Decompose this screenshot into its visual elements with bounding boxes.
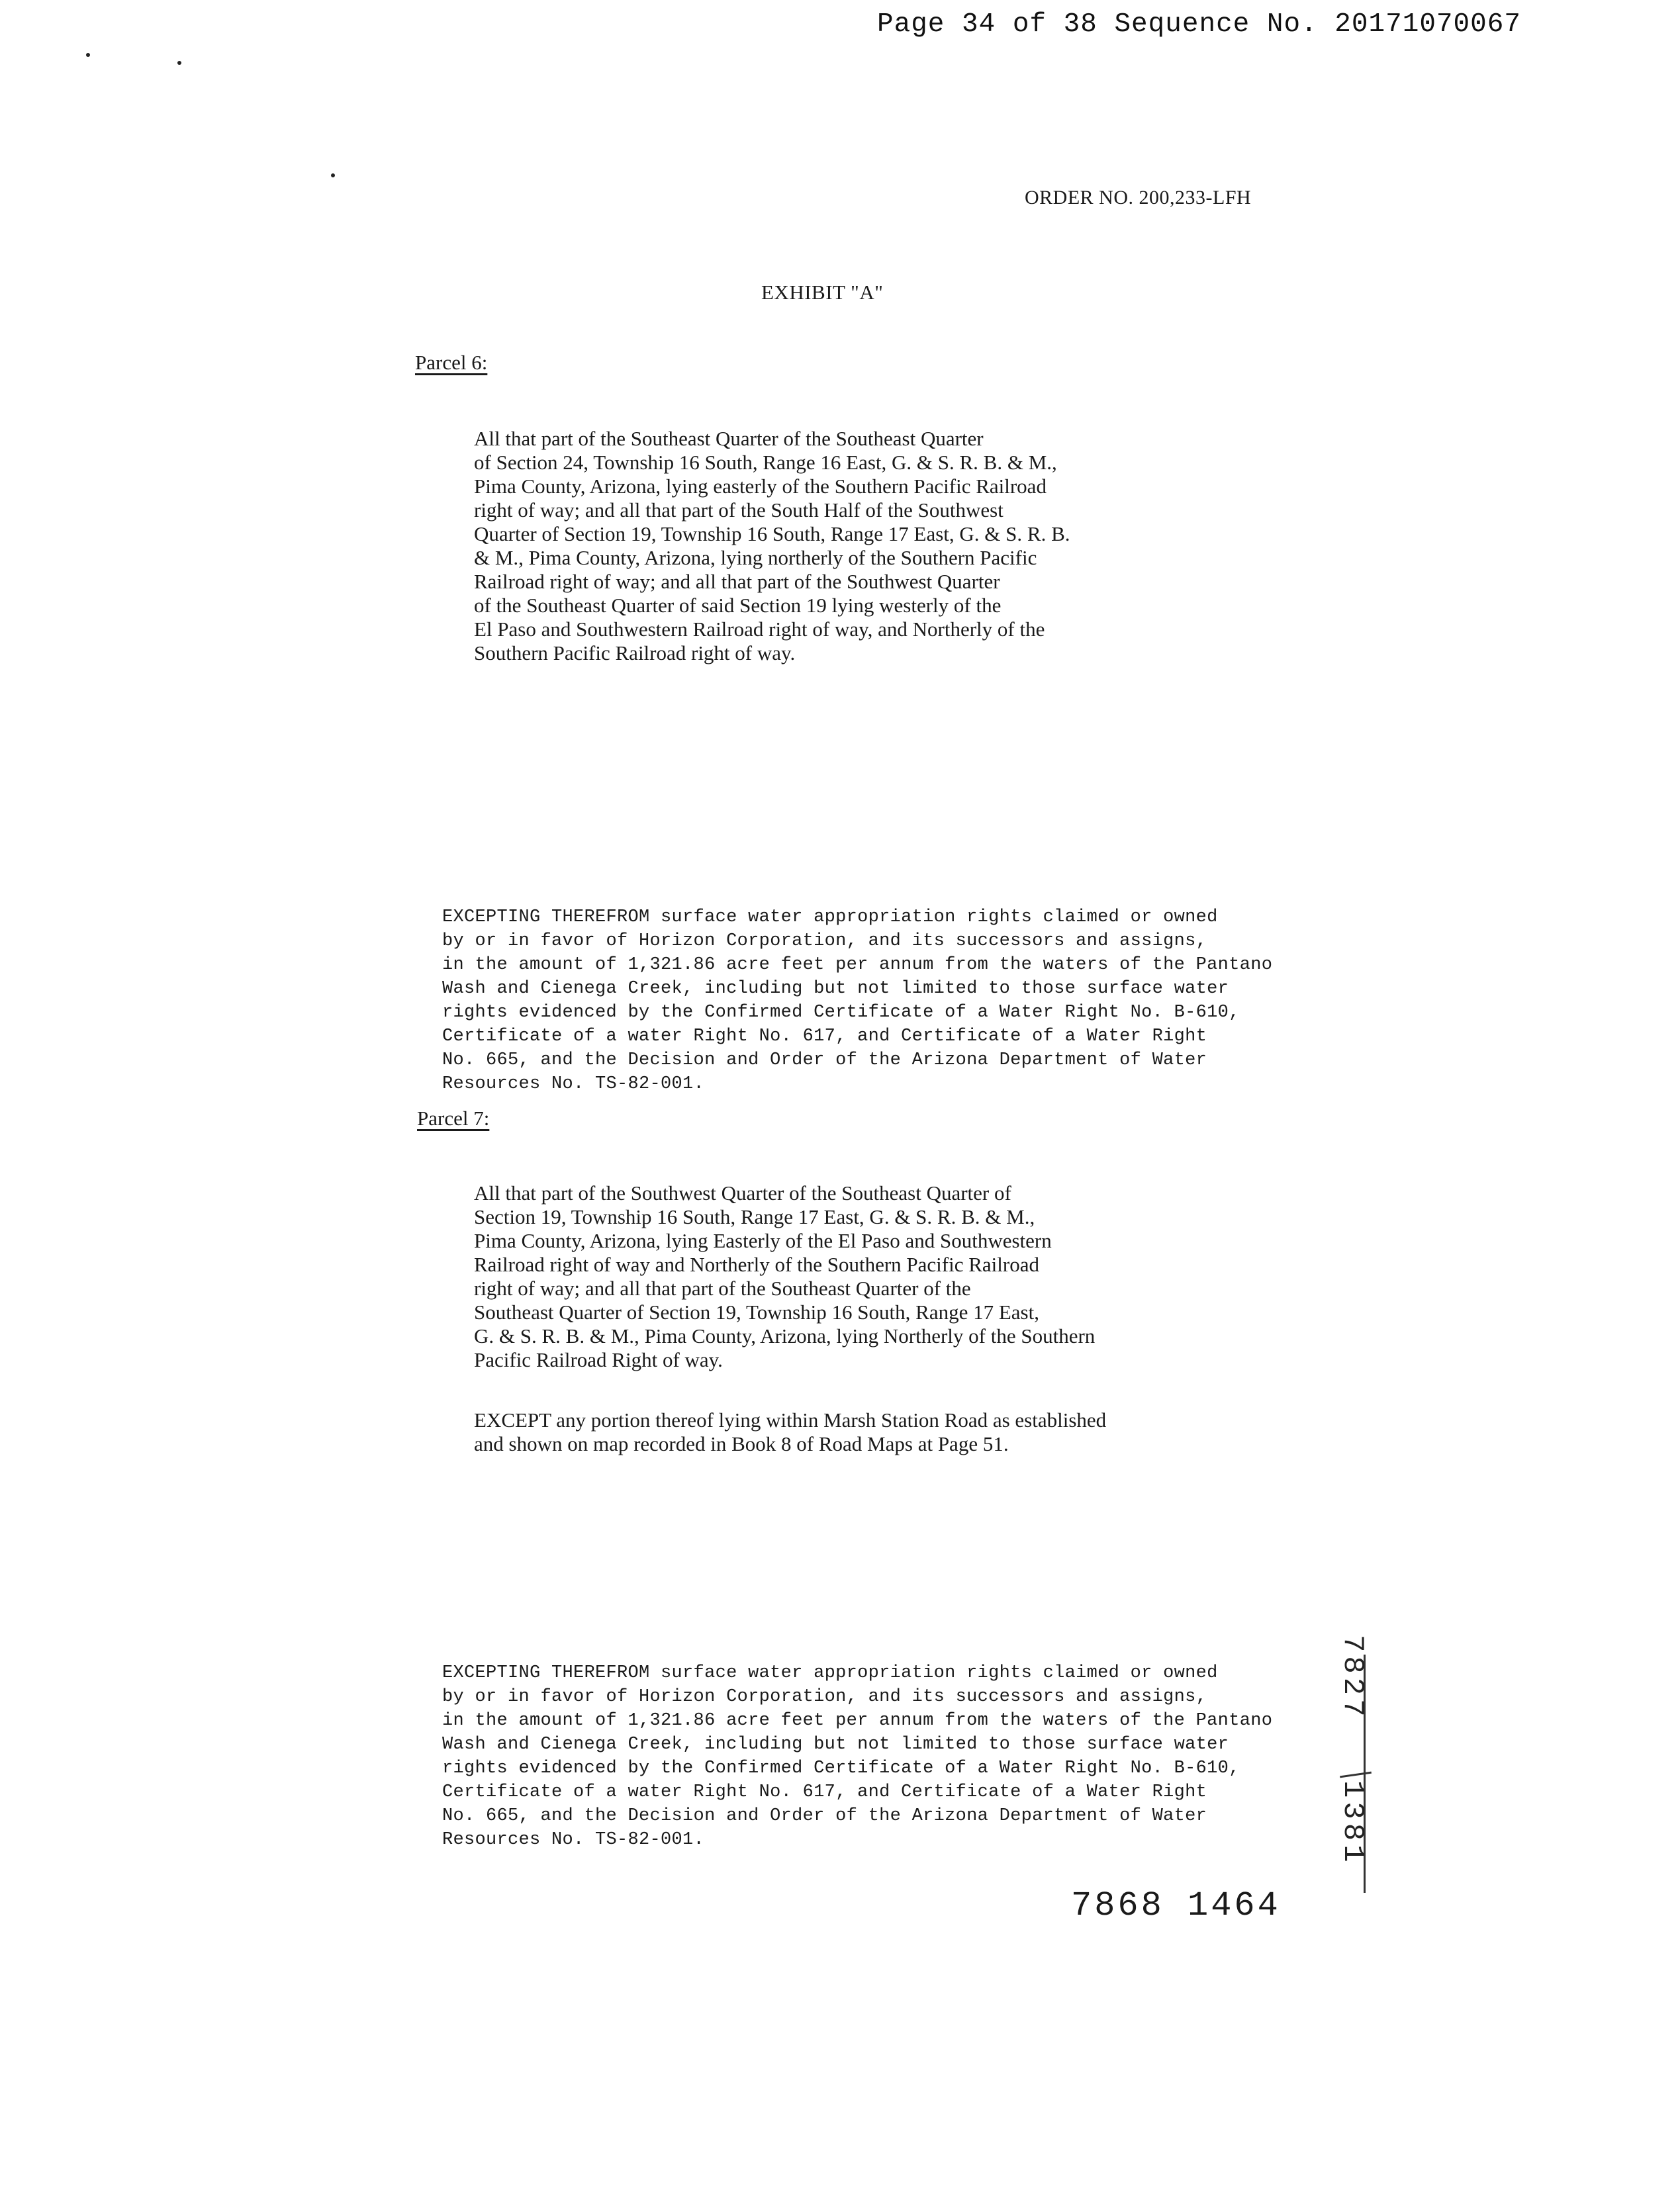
margin-slash-mark	[1340, 1772, 1372, 1778]
text-line: El Paso and Southwestern Railroad right of way, and Northerly of the	[474, 617, 1045, 641]
scan-speck	[177, 61, 181, 65]
exhibit-title: EXHIBIT "A"	[761, 281, 884, 304]
text-line: Certificate of a water Right No. 617, and Certificate of a Water Right	[442, 1027, 1207, 1046]
text-line: Southern Pacific Railroad right of way.	[474, 641, 796, 664]
text-line: of Section 24, Township 16 South, Range 16 East, G. & S. R. B. & M.,	[474, 451, 1057, 474]
text-line: Resources No. TS-82-001.	[442, 1830, 705, 1850]
parcel-7-description	[474, 1181, 1095, 1372]
text-line: by or in favor of Horizon Corporation, and its successors and assigns,	[442, 931, 1207, 951]
text-line: All that part of the Southeast Quarter of the Southeast Quarter	[474, 427, 984, 450]
order-number: ORDER NO. 200,233-LFH	[1025, 187, 1252, 208]
text-line: EXCEPT any portion thereof lying within Marsh Station Road as established	[474, 1408, 1107, 1432]
text-line: rights evidenced by the Confirmed Certificate of a Water Right No. B-610,	[442, 1003, 1240, 1023]
text-line: Certificate of a water Right No. 617, and Certificate of a Water Right	[442, 1782, 1207, 1802]
text-line: No. 665, and the Decision and Order of the Arizona Department of Water	[442, 1806, 1207, 1826]
parcel-6-heading: Parcel 6:	[415, 351, 488, 374]
text-line: Pacific Railroad Right of way.	[474, 1348, 723, 1371]
scan-speck	[86, 53, 90, 57]
margin-book-number: 7827	[1336, 1635, 1369, 1721]
text-line: right of way; and all that part of the South Half of the Southwest	[474, 498, 1003, 522]
text-line: and shown on map recorded in Book 8 of Road Maps at Page 51.	[474, 1432, 1009, 1455]
parcel-7-heading: Parcel 7:	[417, 1107, 490, 1130]
text-line: & M., Pima County, Arizona, lying northerly of the Southern Pacific	[474, 546, 1037, 569]
text-line: by or in favor of Horizon Corporation, and its successors and assigns,	[442, 1687, 1207, 1707]
parcel-7-excepting-clause	[442, 1661, 1272, 1852]
text-line: Railroad right of way; and all that part of the Southwest Quarter	[474, 570, 1000, 593]
text-line: Resources No. TS-82-001.	[442, 1074, 705, 1094]
text-line: in the amount of 1,321.86 acre feet per annum from the waters of the Pantano	[442, 1711, 1273, 1731]
page-sequence-header: Page 34 of 38 Sequence No. 20171070067	[877, 9, 1521, 40]
parcel-7-except-clause	[474, 1408, 1106, 1456]
parcel-6-excepting-clause	[442, 905, 1272, 1096]
text-line: Section 19, Township 16 South, Range 17 East, G. & S. R. B. & M.,	[474, 1205, 1035, 1228]
parcel-6-description	[474, 427, 1070, 665]
text-line: Wash and Cienega Creek, including but not limited to those surface water	[442, 1735, 1229, 1755]
text-line: Wash and Cienega Creek, including but not limited to those surface water	[442, 979, 1229, 999]
text-line: G. & S. R. B. & M., Pima County, Arizona, lying Northerly of the Southern	[474, 1324, 1096, 1347]
text-line: Quarter of Section 19, Township 16 South, Range 17 East, G. & S. R. B.	[474, 522, 1070, 545]
text-line: Pima County, Arizona, lying Easterly of the El Paso and Southwestern	[474, 1229, 1052, 1252]
book-page-stamp: 7868 1464	[1071, 1886, 1281, 1925]
text-line: Southeast Quarter of Section 19, Township 16 South, Range 17 East,	[474, 1301, 1039, 1324]
text-line: in the amount of 1,321.86 acre feet per annum from the waters of the Pantano	[442, 955, 1273, 975]
text-line: of the Southeast Quarter of said Section 19 lying westerly of the	[474, 594, 1002, 617]
text-line: All that part of the Southwest Quarter of the Southeast Quarter of	[474, 1181, 1011, 1205]
text-line: EXCEPTING THEREFROM surface water appropriation rights claimed or owned	[442, 907, 1218, 927]
text-line: right of way; and all that part of the Southeast Quarter of the	[474, 1277, 971, 1300]
text-line: rights evidenced by the Confirmed Certificate of a Water Right No. B-610,	[442, 1758, 1240, 1778]
margin-page-number: 1381	[1336, 1780, 1369, 1866]
scan-speck	[331, 173, 335, 177]
text-line: Railroad right of way and Northerly of the Southern Pacific Railroad	[474, 1253, 1039, 1276]
text-line: Pima County, Arizona, lying easterly of the Southern Pacific Railroad	[474, 475, 1047, 498]
text-line: EXCEPTING THEREFROM surface water appropriation rights claimed or owned	[442, 1663, 1218, 1683]
text-line: No. 665, and the Decision and Order of the Arizona Department of Water	[442, 1050, 1207, 1070]
